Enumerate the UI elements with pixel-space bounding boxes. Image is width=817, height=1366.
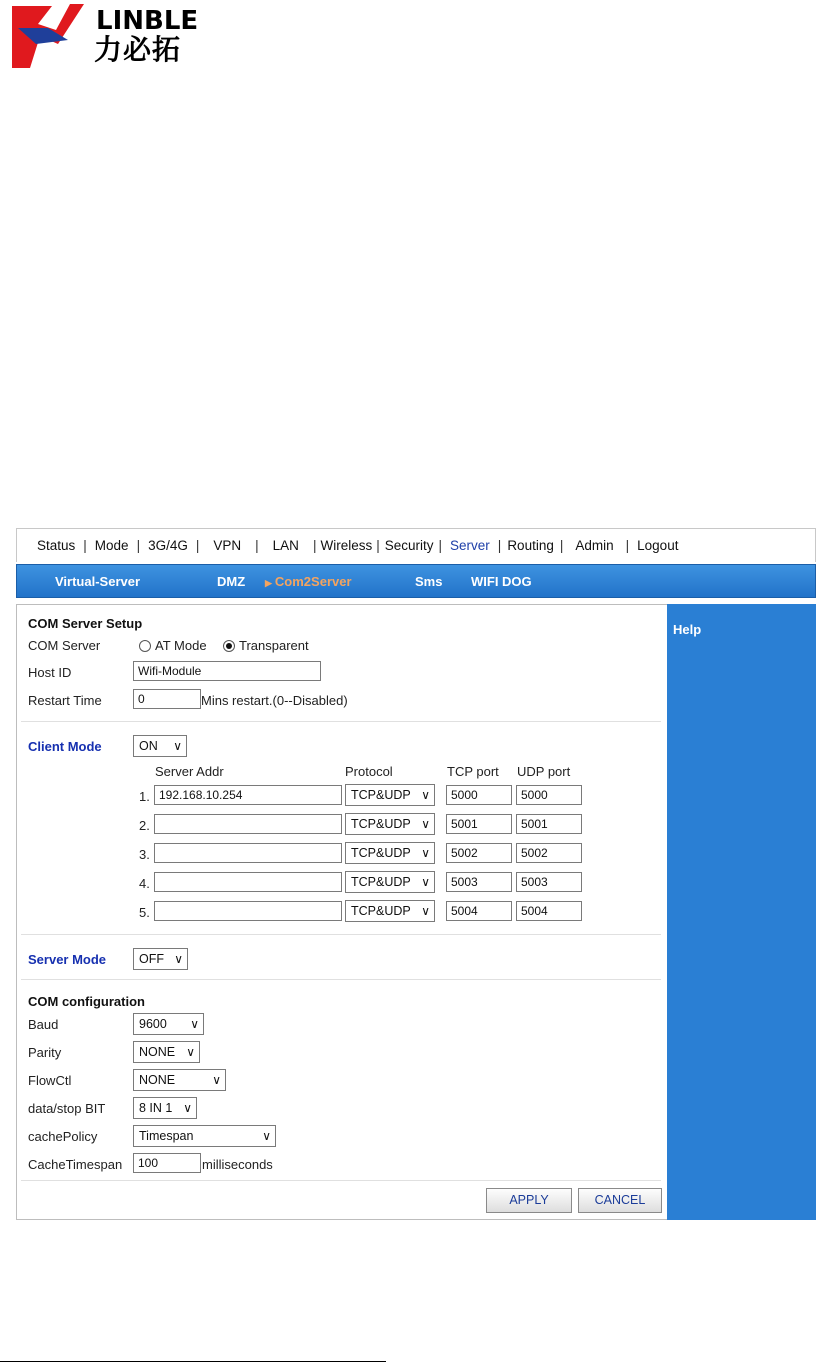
parity-label: Parity — [28, 1045, 62, 1060]
cache-policy-select[interactable]: Timespan ∨ — [133, 1125, 276, 1147]
host-id-label: Host ID — [28, 665, 72, 680]
tcp-port-input[interactable]: 5003 — [446, 872, 512, 892]
logo-mark-icon — [8, 0, 86, 72]
udp-port-input[interactable]: 5001 — [516, 814, 582, 834]
brand-logo — [8, 0, 218, 75]
row-number: 2. — [139, 818, 150, 833]
header-tcp-port: TCP port — [447, 764, 499, 779]
udp-port-input[interactable]: 5003 — [516, 872, 582, 892]
top-nav: Status | Mode | 3G/4G | VPN | LAN | Wireless | Security | Server | Routing | Admin | Logout — [16, 528, 816, 562]
cache-policy-label: cachePolicy — [28, 1129, 98, 1144]
nav-lan[interactable]: LAN — [272, 538, 299, 553]
divider — [21, 934, 661, 935]
radio-selected-icon — [223, 640, 235, 652]
nav-routing[interactable]: Routing — [507, 538, 554, 553]
com-config-title: COM configuration — [28, 994, 145, 1009]
nav-vpn[interactable]: VPN — [213, 538, 242, 553]
flowctl-label: FlowCtl — [28, 1073, 72, 1088]
nav-admin[interactable]: Admin — [575, 538, 614, 553]
chevron-down-icon: ∨ — [262, 1129, 271, 1143]
row-number: 4. — [139, 876, 150, 891]
nav-status[interactable]: Status — [37, 538, 76, 553]
baud-select[interactable]: 9600 ∨ — [133, 1013, 204, 1035]
subnav-virtual-server[interactable]: Virtual-Server — [55, 574, 141, 589]
chevron-down-icon: ∨ — [421, 875, 430, 889]
brand-latin: LINBLE — [96, 6, 199, 36]
data-stop-bit-select[interactable]: 8 IN 1 ∨ — [133, 1097, 197, 1119]
nav-wireless[interactable]: Wireless — [320, 538, 373, 553]
router-admin-ui — [16, 528, 816, 1220]
udp-port-input[interactable]: 5000 — [516, 785, 582, 805]
row-number: 5. — [139, 905, 150, 920]
nav-logout[interactable]: Logout — [637, 538, 679, 553]
server-mode-select[interactable]: OFF ∨ — [133, 948, 188, 970]
radio-transparent[interactable]: Transparent — [223, 638, 309, 653]
server-addr-input[interactable] — [154, 901, 342, 921]
udp-port-input[interactable]: 5002 — [516, 843, 582, 863]
tcp-port-input[interactable]: 5002 — [446, 843, 512, 863]
data-stop-bit-label: data/stop BIT — [28, 1101, 106, 1116]
subnav-dmz[interactable]: DMZ — [217, 574, 246, 589]
nav-security[interactable]: Security — [384, 538, 434, 553]
tcp-port-input[interactable]: 5004 — [446, 901, 512, 921]
baud-label: Baud — [28, 1017, 59, 1032]
com-server-label: COM Server — [28, 638, 101, 653]
udp-port-input[interactable]: 5004 — [516, 901, 582, 921]
protocol-select[interactable]: TCP&UDP ∨ — [345, 842, 435, 864]
chevron-down-icon: ∨ — [190, 1017, 199, 1031]
cache-timespan-label: CacheTimespan — [28, 1157, 123, 1172]
client-mode-select[interactable]: ON ∨ — [133, 735, 187, 757]
row-number: 3. — [139, 847, 150, 862]
brand-chinese: 力必拓 — [94, 33, 182, 66]
server-addr-input[interactable] — [154, 843, 342, 863]
apply-button[interactable]: APPLY — [486, 1188, 572, 1213]
chevron-down-icon: ∨ — [421, 904, 430, 918]
divider — [21, 721, 661, 722]
protocol-select[interactable]: TCP&UDP ∨ — [345, 784, 435, 806]
tcp-port-input[interactable]: 5001 — [446, 814, 512, 834]
client-mode-label: Client Mode — [28, 739, 102, 754]
chevron-down-icon: ∨ — [421, 788, 430, 802]
server-addr-input[interactable] — [154, 814, 342, 834]
cancel-button[interactable]: CANCEL — [578, 1188, 662, 1213]
restart-hint: Mins restart.(0--Disabled) — [201, 693, 348, 708]
com-server-panel — [16, 604, 668, 1220]
setup-title: COM Server Setup — [28, 616, 143, 631]
radio-at-mode[interactable]: AT Mode — [139, 638, 207, 653]
restart-time-label: Restart Time — [28, 693, 102, 708]
protocol-select[interactable]: TCP&UDP ∨ — [345, 813, 435, 835]
chevron-down-icon: ∨ — [212, 1073, 221, 1087]
server-addr-input[interactable]: 192.168.10.254 — [154, 785, 342, 805]
chevron-down-icon: ∨ — [173, 739, 182, 753]
protocol-select[interactable]: TCP&UDP ∨ — [345, 900, 435, 922]
help-sidebar — [667, 604, 816, 1220]
footnote-rule — [0, 1361, 386, 1362]
subnav-com2server[interactable]: ▶ Com2Server — [265, 574, 352, 589]
subnav-sms[interactable]: Sms — [415, 574, 443, 589]
header-udp-port: UDP port — [517, 764, 571, 779]
chevron-down-icon: ∨ — [421, 846, 430, 860]
triangle-right-icon: ▶ — [265, 578, 272, 588]
divider — [21, 979, 661, 980]
header-server-addr: Server Addr — [155, 764, 224, 779]
cache-timespan-input[interactable]: 100 — [133, 1153, 201, 1173]
divider — [21, 1180, 661, 1181]
help-title: Help — [673, 622, 702, 637]
parity-select[interactable]: NONE ∨ — [133, 1041, 200, 1063]
nav-3g4g[interactable]: 3G/4G — [148, 538, 188, 553]
server-addr-input[interactable] — [154, 872, 342, 892]
chevron-down-icon: ∨ — [183, 1101, 192, 1115]
subnav-wifi-dog[interactable]: WIFI DOG — [471, 574, 532, 589]
chevron-down-icon: ∨ — [421, 817, 430, 831]
server-mode-label: Server Mode — [28, 952, 107, 967]
chevron-down-icon: ∨ — [186, 1045, 195, 1059]
tcp-port-input[interactable]: 5000 — [446, 785, 512, 805]
nav-mode[interactable]: Mode — [94, 538, 129, 553]
header-protocol: Protocol — [345, 764, 393, 779]
nav-server[interactable]: Server — [450, 538, 490, 553]
row-number: 1. — [139, 789, 150, 804]
protocol-select[interactable]: TCP&UDP ∨ — [345, 871, 435, 893]
chevron-down-icon: ∨ — [174, 952, 183, 966]
restart-time-input[interactable]: 0 — [133, 689, 201, 709]
radio-circle-icon — [139, 640, 151, 652]
sub-nav — [16, 564, 816, 598]
cache-timespan-unit: milliseconds — [202, 1157, 273, 1172]
host-id-input[interactable]: Wifi-Module — [133, 661, 321, 681]
flowctl-select[interactable]: NONE ∨ — [133, 1069, 226, 1091]
